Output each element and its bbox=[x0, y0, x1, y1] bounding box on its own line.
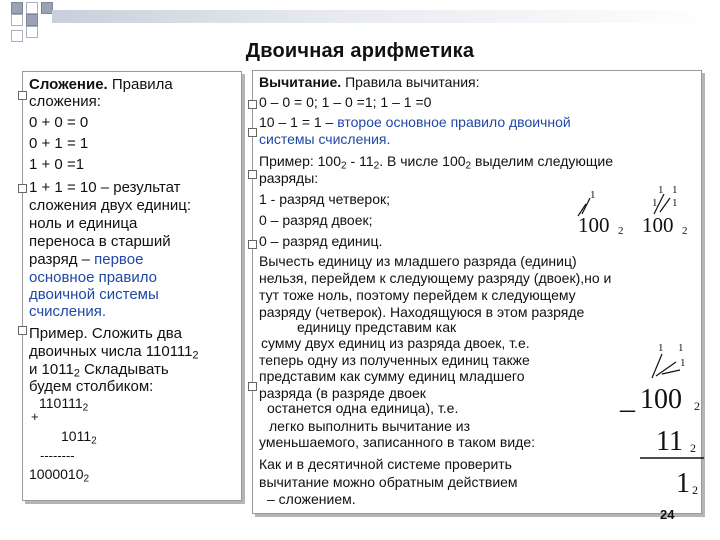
borrow-mark: 1 bbox=[590, 189, 596, 201]
explanation-line: Вычесть единицу из младшего разряда (единиц) bbox=[259, 253, 577, 269]
sum-line: -------- bbox=[40, 448, 75, 463]
subscript: 2 bbox=[341, 160, 347, 172]
header-bar bbox=[52, 10, 720, 23]
second-rule-highlight: второе основное правило двоичной bbox=[337, 114, 571, 130]
subscript: 2 bbox=[73, 367, 80, 380]
addition-example-line bbox=[29, 361, 169, 380]
addend-value: 110111 bbox=[39, 395, 83, 411]
figure-subscript: 2 bbox=[682, 225, 688, 237]
example-text: . В числе 100 bbox=[379, 153, 466, 169]
explanation-line: Как и в десятичной системе проверить bbox=[259, 456, 512, 472]
explanation-line: теперь одну из полученных единиц также bbox=[259, 352, 530, 368]
borrow-mark: 1 bbox=[672, 197, 678, 209]
addition-text: переноса в старший bbox=[29, 233, 171, 250]
borrow-mark: 1 bbox=[680, 357, 686, 369]
second-rule-line bbox=[259, 115, 571, 129]
digit-place: 0 – разряд единиц. bbox=[259, 233, 383, 249]
subtraction-heading-rest: Правила вычитания: bbox=[341, 74, 480, 90]
example-line bbox=[259, 153, 613, 172]
sum-value: 1000010 bbox=[29, 466, 84, 482]
bullet-square bbox=[18, 184, 27, 193]
addition-highlight: двоичной системы bbox=[29, 286, 159, 303]
figure-number: 100 bbox=[578, 213, 610, 237]
explanation-line: вычитание можно обратным действием bbox=[259, 474, 518, 490]
bullet-square bbox=[18, 91, 27, 100]
bullet-square bbox=[248, 170, 257, 179]
explanation-line: представим как сумму единиц младшего bbox=[259, 368, 525, 384]
plus-sign: + bbox=[31, 409, 39, 424]
slide-title: Двоичная арифметика bbox=[245, 40, 475, 62]
explanation-line: – сложением. bbox=[267, 491, 356, 507]
difference-subscript: 2 bbox=[692, 483, 698, 497]
addition-panel bbox=[22, 71, 242, 501]
addition-example: Пример. Сложить два bbox=[29, 325, 182, 342]
addition-example: и 1011 bbox=[29, 361, 74, 378]
addend-2 bbox=[61, 428, 97, 447]
bullet-square bbox=[248, 128, 257, 137]
subtraction-column bbox=[618, 340, 710, 500]
bullet-square bbox=[248, 100, 257, 109]
decor-square bbox=[26, 14, 38, 26]
borrow-arrow bbox=[652, 354, 662, 378]
subtraction-heading-line bbox=[259, 75, 480, 89]
addition-heading: Сложение. bbox=[29, 76, 108, 93]
decor-square bbox=[26, 2, 38, 14]
addition-text: ноль и единица bbox=[29, 215, 138, 232]
digit-place: 1 - разряд четверок; bbox=[259, 191, 391, 207]
borrow-arrow bbox=[582, 198, 590, 214]
explanation-line: сумму двух единиц из разряда двоек, т.е. bbox=[261, 335, 530, 351]
addition-rule: 0 + 1 = 1 bbox=[29, 135, 89, 152]
minuend-subscript: 2 bbox=[694, 399, 700, 413]
difference: 1 bbox=[676, 468, 690, 499]
addition-example: будем столбиком: bbox=[29, 378, 154, 395]
addition-highlight: счисления. bbox=[29, 303, 107, 320]
addition-heading-line bbox=[29, 77, 173, 92]
explanation-line: уменьшаемого, записанного в таком виде: bbox=[259, 434, 536, 450]
explanation-line: останется одна единица), т.е. bbox=[267, 400, 459, 416]
second-rule: 10 – 1 = 1 – bbox=[259, 114, 338, 130]
borrow-mark: 1 bbox=[678, 342, 684, 354]
subtraction-heading: Вычитание. bbox=[259, 74, 342, 90]
subscript: 2 bbox=[82, 402, 89, 414]
minuend: 100 bbox=[640, 384, 682, 415]
addition-rule: 0 + 0 = 0 bbox=[29, 114, 89, 131]
addition-text: сложения двух единиц: bbox=[29, 197, 192, 214]
subscript: 2 bbox=[192, 349, 199, 362]
example-text: Пример: 100 bbox=[259, 153, 342, 169]
borrow-mark: 1 bbox=[652, 197, 658, 209]
page-number: 24 bbox=[660, 507, 675, 522]
explanation-line: нельзя, перейдем к следующему разряду (двоек),но и bbox=[259, 270, 612, 286]
minus-sign: – bbox=[620, 392, 635, 425]
borrow-mark: 1 bbox=[658, 184, 664, 196]
addend-1 bbox=[39, 395, 89, 414]
explanation-line: легко выполнить вычитание из bbox=[269, 418, 471, 434]
sum-result bbox=[29, 466, 90, 485]
explanation-line: единицу представим как bbox=[297, 319, 457, 335]
subtraction-rules: 0 – 0 = 0; 1 – 0 =1; 1 – 1 =0 bbox=[259, 94, 432, 110]
addition-subheading: сложения: bbox=[29, 93, 101, 110]
subscript: 2 bbox=[91, 435, 97, 447]
addition-text: разряд – bbox=[29, 251, 95, 268]
addition-example: Складывать bbox=[79, 361, 169, 378]
addition-rule: 1 + 0 =1 bbox=[29, 156, 85, 173]
figure-subscript: 2 bbox=[618, 225, 624, 237]
addend-value: 1011 bbox=[61, 428, 92, 444]
bullet-square bbox=[248, 382, 257, 391]
explanation-line: разряду (четверок). Находящуюся в этом разряде bbox=[259, 304, 585, 320]
subtrahend: 11 bbox=[656, 426, 683, 457]
explanation-line: разряда (в разряде двоек bbox=[259, 385, 426, 401]
borrow-figure-2 bbox=[640, 182, 702, 238]
addition-text-line bbox=[29, 252, 143, 267]
subscript: 2 bbox=[83, 473, 90, 485]
addition-highlight: основное правило bbox=[29, 269, 157, 286]
addition-example: двоичных числа 110111 bbox=[29, 343, 193, 360]
decor-square bbox=[11, 2, 23, 14]
second-rule-highlight: системы счисления. bbox=[259, 131, 391, 147]
subscript: 2 bbox=[373, 160, 380, 172]
addition-heading-rest: Правила bbox=[107, 76, 173, 93]
borrow-figure-1 bbox=[570, 186, 632, 238]
subscript: 2 bbox=[465, 160, 472, 172]
addition-highlight: первое bbox=[94, 251, 144, 268]
addition-rule: 1 + 1 = 10 – результат bbox=[29, 179, 181, 196]
example-text: - 11 bbox=[346, 153, 374, 169]
bullet-square bbox=[18, 326, 27, 335]
figure-number: 100 bbox=[642, 213, 674, 237]
example-text: разряды: bbox=[259, 170, 319, 186]
example-text: выделим следующие bbox=[471, 153, 613, 169]
decor-square bbox=[11, 14, 23, 26]
borrow-mark: 1 bbox=[658, 342, 664, 354]
addition-example-line bbox=[29, 343, 199, 362]
bullet-square bbox=[248, 240, 257, 249]
borrow-arrow bbox=[656, 362, 676, 376]
explanation-line: тут тоже ноль, поэтому перейдем к следующему bbox=[259, 287, 576, 303]
subtrahend-subscript: 2 bbox=[690, 441, 696, 455]
borrow-mark: 1 bbox=[672, 184, 678, 196]
digit-place: 0 – разряд двоек; bbox=[259, 212, 373, 228]
decor-square bbox=[26, 26, 38, 38]
